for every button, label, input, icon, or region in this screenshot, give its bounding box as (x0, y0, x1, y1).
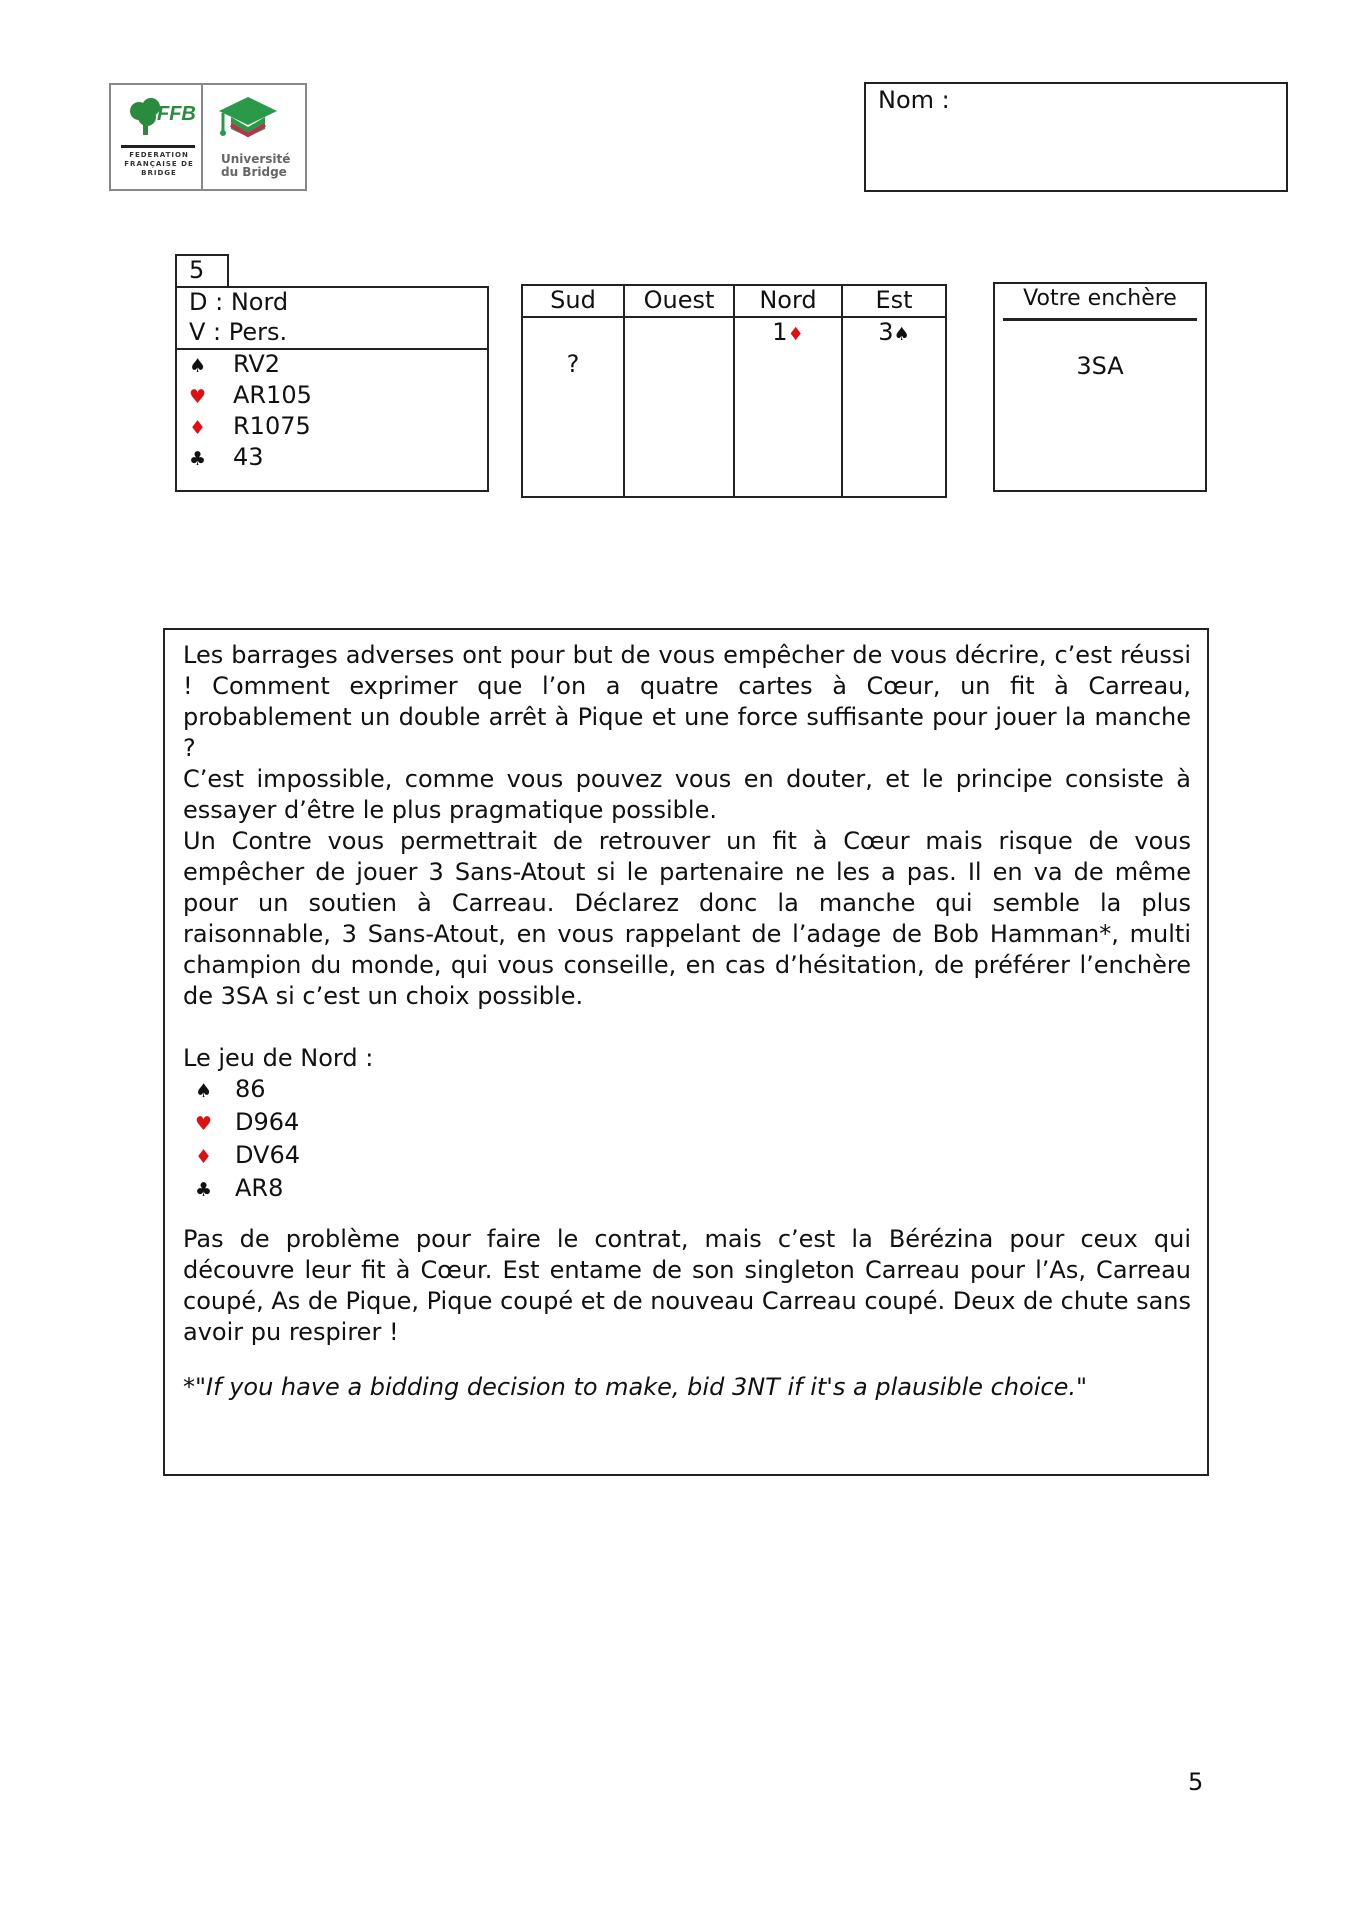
paragraph-1: Les barrages adverses ont pour but de vous empêcher de vous décrire, c’est réussi ! Comment exprimer que l’on a quatre cartes à Cœur, un fit à Carreau, probablement un double arrêt à Pique et une force suffisante pour jouer la manche ? (183, 641, 1191, 762)
bid-est-1 (843, 318, 945, 346)
your-bid-box (993, 282, 1207, 492)
header-ouest: Ouest (643, 286, 715, 314)
north-diamond-cards: DV64 (235, 1141, 301, 1169)
deal-number-box (175, 254, 229, 288)
graduation-cap-icon (217, 95, 279, 141)
diamond-icon: ♦ (195, 1146, 213, 1168)
bidding-table (521, 284, 947, 498)
paragraph-4: Pas de problème pour faire le contrat, mais c’est la Bérézina pour ceux qui découvre leur fit à Cœur. Est entame de son singleton Carreau pour l’As, Carreau coupé, As de Pique, Pique coupé et de nouveau Carreau coupé. Deux de chute sans avoir pu respirer ! (183, 1225, 1192, 1346)
name-label: Nom : (878, 86, 950, 114)
spade-icon: ♠ (893, 324, 910, 345)
hand-row-hearts (189, 381, 312, 409)
spade-icon: ♠ (195, 1080, 213, 1102)
heart-icon: ♥ (189, 386, 207, 408)
header-nord: Nord (759, 286, 817, 314)
logo-separator (201, 85, 203, 189)
bid-nord-1 (735, 318, 841, 346)
ffb-logo (109, 83, 307, 191)
hamman-quote: *"If you have a bidding decision to make, bid 3NT if it's a plausible choice." (183, 1373, 1088, 1401)
your-bid-rule (1003, 318, 1197, 321)
spade-icon: ♠ (189, 355, 207, 377)
north-hand-hearts (183, 1107, 1191, 1140)
logo-ffb-subtitle: FEDERATION FRANÇAISE DE BRIDGE (124, 151, 194, 177)
bid-level: 1 (772, 318, 788, 346)
logo-universite (221, 153, 290, 179)
north-hand-title: Le jeu de Nord : (183, 1044, 374, 1072)
hand-row-diamonds (189, 412, 311, 440)
north-hand-spades (183, 1074, 1191, 1107)
diamond-cards: R1075 (233, 412, 311, 440)
paragraph-3: Un Contre vous permettrait de retrouver un fit à Cœur mais risque de vous empêcher de jouer 3 Sans-Atout si le partenaire ne les a pas. Il en va de même pour un soutien à Carreau. Déclarez donc la manche qui semble la plus raisonnable, 3 Sans-Atout, en vous rappelant de l’adage de Bob Hamman*, multi champion du monde, qui vous conseille, en cas d’hésitation, de préférer l’enchère de 3SA si c’est un choix possible. (183, 827, 1191, 1010)
name-box[interactable] (864, 82, 1288, 192)
north-spade-cards: 86 (235, 1075, 266, 1103)
dealer: D : Nord (189, 288, 289, 316)
diamond-icon: ♦ (787, 324, 804, 345)
north-heart-cards: D964 (235, 1108, 300, 1136)
deal-number: 5 (189, 256, 205, 284)
club-cards: 43 (233, 443, 264, 471)
north-hand-diamonds (183, 1140, 1191, 1173)
heart-icon: ♥ (195, 1113, 213, 1135)
your-bid-title: Votre enchère (1023, 286, 1177, 311)
logo-ffb-text: FFB (157, 103, 196, 125)
club-icon: ♣ (195, 1179, 213, 1201)
explanation-box (163, 628, 1209, 1476)
hand-row-clubs (189, 443, 264, 471)
vulnerability: V : Pers. (189, 318, 288, 346)
page-number: 5 (1188, 1768, 1204, 1796)
north-hand-clubs (183, 1173, 1191, 1206)
header-sud: Sud (550, 286, 596, 314)
logo-universite-line1: Université (221, 152, 291, 166)
deal-info (175, 286, 489, 350)
paragraph-2: C’est impossible, comme vous pouvez vous en douter, et le principe consiste à essayer d’être le plus pragmatique possible. (183, 765, 1191, 824)
heart-cards: AR105 (233, 381, 312, 409)
diamond-icon: ♦ (189, 417, 207, 439)
bid-sud-2: ? (566, 350, 580, 378)
logo-divider (121, 145, 195, 148)
bid-level: 3 (878, 318, 894, 346)
your-bid-value: 3SA (1076, 352, 1124, 380)
hand-row-spades (189, 350, 280, 378)
club-icon: ♣ (189, 448, 207, 470)
logo-universite-line2: du Bridge (221, 165, 287, 179)
spade-cards: RV2 (233, 350, 281, 378)
header-est: Est (875, 286, 913, 314)
south-hand (175, 348, 489, 492)
north-club-cards: AR8 (235, 1174, 284, 1202)
